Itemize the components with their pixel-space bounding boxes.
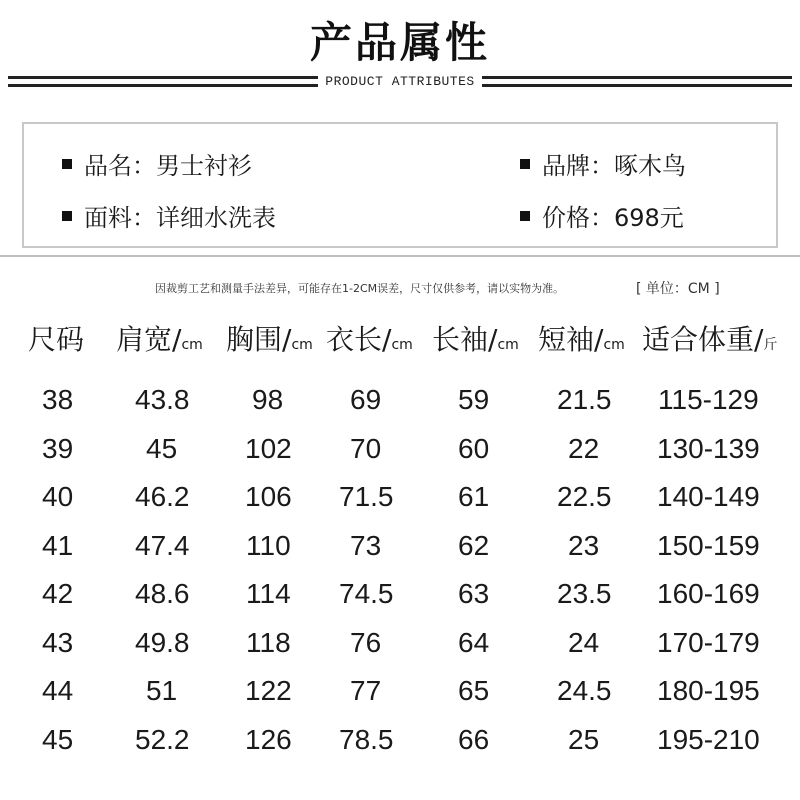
column-header-unit: 斤 [763,337,778,353]
column-header [116,318,203,358]
subtitle-rule-left [8,72,318,94]
table-cell: 118 [246,626,291,658]
column-header-unit: cm [497,337,519,353]
column-header [432,318,519,358]
table-cell: 180-195 [657,675,760,706]
table-cell: 63 [458,578,490,609]
table-cell: 130-139 [657,432,760,464]
table-cell: 73 [350,529,382,561]
table-cell: 51 [146,675,178,706]
column-header-label: 尺码 [28,323,85,356]
table-cell: 49.8 [135,626,190,658]
table-cell: 46.2 [135,481,190,512]
table-cell: 160-169 [657,578,760,609]
attribute-value: 详细水洗表 [156,204,276,232]
table-cell: 61 [458,481,490,512]
attribute-price [520,198,684,233]
attribute-value: 啄木鸟 [614,152,686,180]
table-cell: 115-129 [658,384,759,415]
table-cell: 69 [350,384,382,415]
table-cell: 44 [42,675,74,706]
table-cell: 23.5 [557,578,612,609]
attribute-value: 男士衬衫 [156,152,252,180]
column-header-unit: cm [181,337,203,353]
bullet-icon [62,159,72,169]
table-cell: 22 [568,432,600,464]
table-cell: 71.5 [339,481,394,512]
table-cell: 126 [245,723,292,755]
table-cell: 74.5 [339,578,394,609]
table-cell: 25 [568,723,600,755]
table-cell: 114 [246,578,291,609]
column-header-unit: cm [391,337,413,353]
column-header-unit: cm [603,337,625,353]
table-cell: 45 [42,723,74,755]
column-header-label: 长袖/ [432,323,498,356]
attribute-fabric [62,198,276,233]
table-cell: 66 [458,723,490,755]
table-cell: 23 [568,529,600,561]
attribute-label: 面料： [84,204,156,232]
column-header-label: 胸围/ [226,323,292,356]
attribute-name [62,146,252,181]
page-title: 产品属性 [309,18,490,67]
bullet-icon [520,211,530,221]
attribute-label: 价格： [542,204,614,232]
table-cell: 21.5 [557,384,612,415]
table-cell: 140-149 [657,481,760,512]
column-header-label: 衣长/ [326,323,392,356]
bullet-icon [520,159,530,169]
table-cell: 78.5 [339,723,394,755]
table-cell: 195-210 [657,723,760,755]
table-cell: 52.2 [135,723,190,755]
table-cell: 106 [245,481,292,512]
unit-note: [ 单位：CM ] [636,281,720,297]
table-cell: 42 [42,578,74,609]
column-header [226,318,313,358]
column-header [538,318,625,358]
attribute-value: 698元 [614,204,684,232]
table-cell: 41 [42,529,74,561]
attribute-label: 品名： [84,152,156,180]
table-cell: 40 [42,481,74,512]
table-cell: 64 [458,626,490,658]
table-cell: 98 [252,384,284,415]
section-divider [0,255,800,257]
table-cell: 45 [146,432,178,464]
table-cell: 47.4 [135,529,190,561]
table-cell: 170-179 [657,626,760,658]
table-cell: 122 [245,675,292,706]
subtitle-rule-right [482,72,792,94]
column-header [642,318,777,358]
table-cell: 77 [350,675,382,706]
table-cell: 76 [350,626,382,658]
page-subtitle: PRODUCT ATTRIBUTES [325,74,475,89]
attribute-label: 品牌： [542,152,614,180]
table-cell: 70 [350,432,382,464]
table-cell: 43 [42,626,74,658]
column-header [28,318,84,358]
table-cell: 150-159 [657,529,760,561]
table-cell: 39 [42,432,74,464]
table-cell: 43.8 [135,384,190,415]
table-cell: 110 [246,529,291,561]
table-cell: 22.5 [557,481,612,512]
table-cell: 102 [245,432,292,464]
table-cell: 59 [458,384,490,415]
column-header [326,318,413,358]
table-cell: 38 [42,384,74,415]
table-cell: 60 [458,432,490,464]
column-header-label: 肩宽/ [116,323,182,356]
bullet-icon [62,211,72,221]
column-header-label: 短袖/ [538,323,604,356]
table-cell: 24 [568,626,600,658]
table-cell: 24.5 [557,675,612,706]
measurement-note: 因裁剪工艺和测量手法差异，可能存在1-2CM误差，尺寸仅供参考，请以实物为准。 [155,282,565,295]
attribute-brand [520,146,686,181]
column-header-label: 适合体重/ [642,323,764,356]
column-header-unit: cm [291,337,313,353]
table-cell: 65 [458,675,490,706]
table-cell: 48.6 [135,578,190,609]
table-cell: 62 [458,529,490,561]
